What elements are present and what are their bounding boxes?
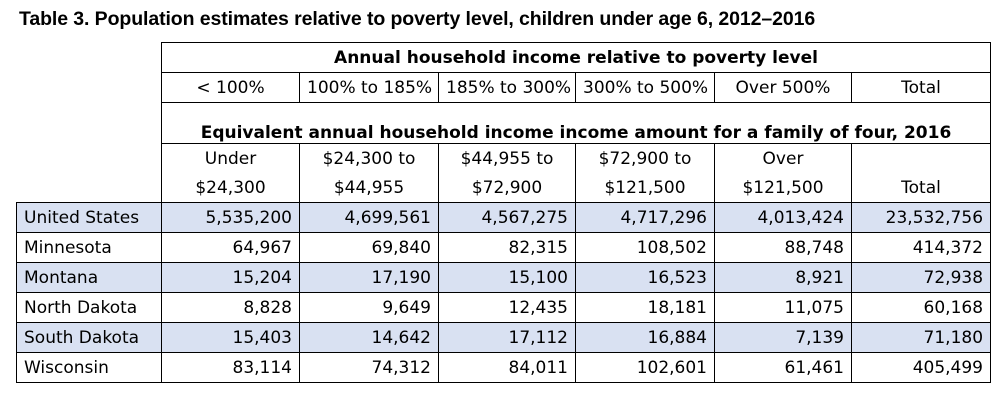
col-header-income-line1: $72,900 to — [576, 144, 715, 174]
table-cell: 405,499 — [852, 353, 991, 383]
table-cell: 16,523 — [576, 263, 715, 293]
col-header-poverty: 100% to 185% — [300, 73, 439, 103]
table-cell: 15,100 — [439, 263, 576, 293]
table-row — [17, 323, 991, 353]
table-cell: 4,013,424 — [715, 203, 852, 233]
table-cell: 88,748 — [715, 233, 852, 263]
col-header-income-line1: $44,955 to — [439, 144, 576, 174]
col-header-income-line2: $121,500 — [576, 173, 715, 203]
table-cell: 4,567,275 — [439, 203, 576, 233]
header-row-income-title — [17, 103, 991, 144]
poverty-table — [16, 42, 991, 383]
table-cell: 15,403 — [162, 323, 300, 353]
row-label: Montana — [17, 263, 162, 293]
table-row — [17, 203, 991, 233]
row-label: North Dakota — [17, 293, 162, 323]
table-cell: 9,649 — [300, 293, 439, 323]
table-row — [17, 353, 991, 383]
header-row-income-line1 — [17, 144, 991, 174]
col-header-income-line2: $44,955 — [300, 173, 439, 203]
row-label: Minnesota — [17, 233, 162, 263]
header-poverty-level: Annual household income relative to poverty level — [162, 43, 991, 73]
table-cell: 60,168 — [852, 293, 991, 323]
table-cell: 414,372 — [852, 233, 991, 263]
table-cell: 83,114 — [162, 353, 300, 383]
table-cell: 17,190 — [300, 263, 439, 293]
col-header-poverty: 300% to 500% — [576, 73, 715, 103]
table-cell: 82,315 — [439, 233, 576, 263]
table-cell: 102,601 — [576, 353, 715, 383]
col-header-income-line1: Over — [715, 144, 852, 174]
table-row — [17, 293, 991, 323]
table-cell: 64,967 — [162, 233, 300, 263]
col-header-poverty: Over 500% — [715, 73, 852, 103]
table-cell: 11,075 — [715, 293, 852, 323]
table-cell: 61,461 — [715, 353, 852, 383]
col-header-income-line2: $121,500 — [715, 173, 852, 203]
table-cell: 16,884 — [576, 323, 715, 353]
table-cell: 23,532,756 — [852, 203, 991, 233]
table-row — [17, 233, 991, 263]
header-row-income-line2 — [17, 173, 991, 203]
table-cell: 108,502 — [576, 233, 715, 263]
table-cell: 17,112 — [439, 323, 576, 353]
col-header-income-line1: $24,300 to — [300, 144, 439, 174]
col-header-income-line1: Under — [162, 144, 300, 174]
table-cell: 74,312 — [300, 353, 439, 383]
table-cell: 18,181 — [576, 293, 715, 323]
table-cell: 8,828 — [162, 293, 300, 323]
table-cell: 71,180 — [852, 323, 991, 353]
table-cell: 8,921 — [715, 263, 852, 293]
table-cell: 12,435 — [439, 293, 576, 323]
row-label: Wisconsin — [17, 353, 162, 383]
table-cell: 14,642 — [300, 323, 439, 353]
row-label: United States — [17, 203, 162, 233]
col-header-poverty: < 100% — [162, 73, 300, 103]
table-cell: 5,535,200 — [162, 203, 300, 233]
table-cell: 84,011 — [439, 353, 576, 383]
table-cell: 4,717,296 — [576, 203, 715, 233]
table-cell: 4,699,561 — [300, 203, 439, 233]
col-header-poverty: 185% to 300% — [439, 73, 576, 103]
col-header-poverty: Total — [852, 73, 991, 103]
table-cell: 72,938 — [852, 263, 991, 293]
col-header-income-line2: $72,900 — [439, 173, 576, 203]
col-header-income-line2: Total — [852, 173, 991, 203]
table-title: Table 3. Population estimates relative to poverty level, children under age 6, 2012–2016 — [19, 8, 816, 30]
row-label: South Dakota — [17, 323, 162, 353]
table-cell: 15,204 — [162, 263, 300, 293]
col-header-income-line2: $24,300 — [162, 173, 300, 203]
header-row-poverty-columns — [17, 73, 991, 103]
header-row-poverty-title — [17, 43, 991, 73]
table-row — [17, 263, 991, 293]
col-header-income-line1 — [852, 144, 991, 174]
header-income-amount: Equivalent annual household income income amount for a family of four, 2016 — [162, 103, 991, 144]
table-cell: 69,840 — [300, 233, 439, 263]
table-cell: 7,139 — [715, 323, 852, 353]
